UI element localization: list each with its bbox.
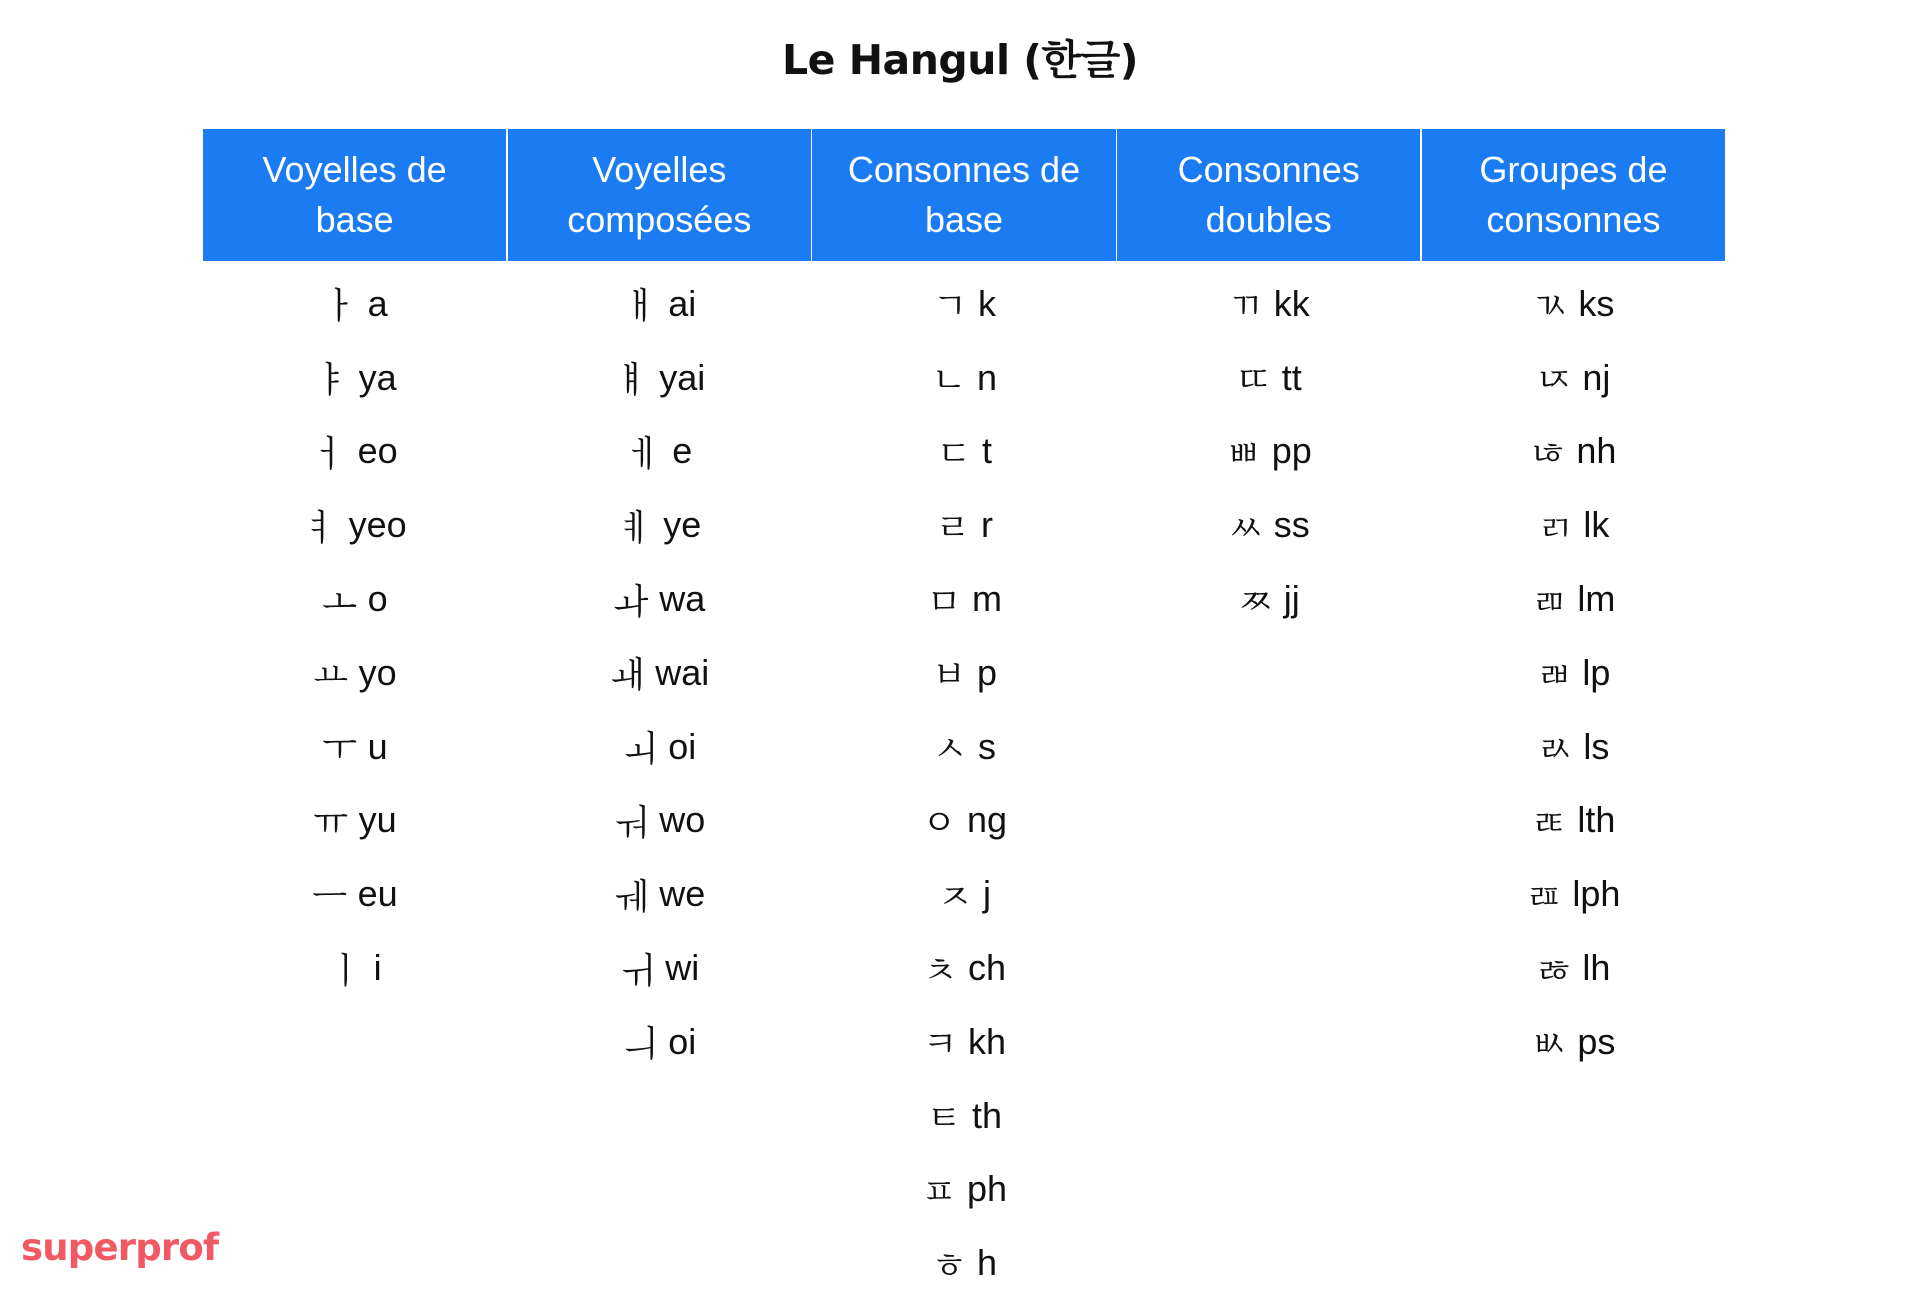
hangul-letter: ㄳ [1533, 286, 1568, 328]
romanization: yu [358, 799, 397, 841]
table-cell [1422, 931, 1725, 1005]
column-consonnes-doubles [1117, 129, 1420, 1300]
hangul-letter: ㄽ [1538, 729, 1573, 771]
hangul-letter: ㅎ [931, 1245, 967, 1287]
table-cell [812, 1005, 1115, 1079]
romanization: o [367, 578, 388, 620]
hangul-letter: ㅡ [312, 876, 347, 918]
table-cell [203, 562, 506, 636]
romanization: ph [966, 1168, 1008, 1210]
table-cell [508, 415, 811, 489]
hangul-letter: ㅕ [303, 507, 338, 549]
table-cell [1117, 341, 1420, 415]
table-cell [812, 1079, 1115, 1153]
hangul-letter: ㅉ [1238, 581, 1274, 623]
table-cell [812, 267, 1115, 341]
romanization: r [981, 504, 993, 546]
column-header: Voyelles composées [508, 129, 811, 261]
romanization: jj [1283, 578, 1300, 620]
table-cell [1117, 415, 1420, 489]
hangul-letter: ㅣ [328, 950, 363, 992]
romanization: wa [659, 578, 706, 620]
table-cell [1422, 710, 1725, 784]
romanization: lph [1572, 873, 1621, 915]
romanization: lk [1583, 504, 1610, 546]
table-cell [812, 415, 1115, 489]
table-cell [1422, 857, 1725, 931]
table-cell [203, 267, 506, 341]
hangul-letter: ㅄ [1532, 1024, 1567, 1066]
romanization: ng [966, 799, 1008, 841]
romanization: kk [1273, 282, 1310, 324]
table-cell [508, 857, 811, 931]
hangul-letter: ㅛ [313, 655, 348, 697]
table-cell [203, 415, 506, 489]
romanization: j [983, 873, 991, 915]
romanization: oi [668, 1020, 697, 1062]
romanization: u [367, 725, 388, 767]
romanization: yeo [348, 504, 407, 546]
romanization: nj [1582, 356, 1611, 398]
romanization: ya [358, 356, 397, 398]
table-cell [812, 636, 1115, 710]
hangul-letter: ㅏ [322, 286, 357, 328]
hangul-letter: ㅋ [922, 1024, 958, 1066]
hangul-letter: ㄱ [932, 286, 968, 328]
table-cell [508, 710, 811, 784]
table-cell [1422, 1005, 1725, 1079]
romanization: nh [1576, 430, 1617, 472]
romanization: m [972, 578, 1002, 620]
table-cell [1422, 415, 1725, 489]
romanization: ks [1578, 282, 1615, 324]
hangul-letter: ㅔ [626, 433, 662, 475]
romanization: we [659, 873, 706, 915]
hangul-letter: ㄵ [1537, 360, 1572, 402]
romanization: tt [1281, 356, 1302, 398]
table-cell [508, 562, 811, 636]
romanization: eo [357, 430, 398, 472]
table-cell [508, 488, 811, 562]
table-cell [1422, 562, 1725, 636]
table-cell [508, 1005, 811, 1079]
column-cells [508, 261, 811, 1079]
table-cell [203, 636, 506, 710]
table-cell [1422, 784, 1725, 858]
table-cell [508, 636, 811, 710]
hangul-letter: ㅞ [613, 876, 649, 918]
table-cell [812, 1226, 1115, 1300]
table-cell [1117, 562, 1420, 636]
hangul-letter: ㅂ [931, 655, 967, 697]
romanization: ss [1273, 504, 1310, 546]
table-cell [812, 931, 1115, 1005]
table-cell [812, 710, 1115, 784]
hangul-letter: ㅠ [313, 802, 348, 844]
romanization: ai [668, 282, 697, 324]
table-cell [1422, 636, 1725, 710]
table-cell [812, 562, 1115, 636]
hangul-letter: ㄿ [1527, 876, 1562, 918]
romanization: a [367, 282, 388, 324]
page-title: Le Hangul (한글) [782, 36, 1138, 84]
hangul-letter: ㅁ [926, 581, 962, 623]
romanization: th [971, 1094, 1003, 1136]
romanization: wai [655, 651, 710, 693]
romanization: ch [967, 947, 1007, 989]
column-cells [1117, 261, 1420, 636]
hangul-letter: ㄲ [1228, 286, 1264, 328]
hangul-letter: ㅀ [1537, 950, 1572, 992]
hangul-letter: ㅗ [322, 581, 357, 623]
table-cell [508, 341, 811, 415]
hangul-letter: ㄸ [1236, 360, 1272, 402]
column-groupes-de-consonnes [1422, 129, 1725, 1300]
column-header: Consonnes de base [812, 129, 1115, 261]
romanization: wo [659, 799, 706, 841]
hangul-letter: ㅆ [1228, 507, 1264, 549]
hangul-letter: ㅓ [312, 433, 347, 475]
hangul-letter: ㅐ [622, 286, 658, 328]
hangul-letter: ㅑ [313, 360, 348, 402]
table-cell [812, 341, 1115, 415]
column-cells [1422, 261, 1725, 1079]
hangul-letter: ㅌ [926, 1098, 962, 1140]
romanization: wi [665, 947, 700, 989]
table-cell [203, 341, 506, 415]
hangul-table [203, 129, 1725, 1300]
romanization: oi [668, 725, 697, 767]
table-cell [203, 710, 506, 784]
table-cell [203, 931, 506, 1005]
table-cell [812, 1153, 1115, 1227]
hangul-letter: ㅇ [921, 802, 957, 844]
hangul-letter: ㅘ [613, 581, 649, 623]
table-cell [508, 931, 811, 1005]
hangul-letter: ㅅ [932, 729, 968, 771]
romanization: k [978, 282, 996, 324]
column-consonnes-de-base [812, 129, 1115, 1300]
column-header: Voyelles de base [203, 129, 506, 261]
table-cell [1422, 488, 1725, 562]
column-voyelles-composees [508, 129, 811, 1300]
romanization: e [672, 430, 693, 472]
romanization: i [373, 947, 382, 989]
hangul-letter: ㄷ [936, 433, 972, 475]
romanization: lm [1577, 578, 1616, 620]
romanization: yai [659, 356, 706, 398]
hangul-letter: ㅟ [619, 950, 655, 992]
romanization: ls [1583, 725, 1610, 767]
hangul-letter: ㅃ [1226, 433, 1262, 475]
romanization: p [976, 651, 998, 693]
table-cell [812, 784, 1115, 858]
hangul-letter: ㅚ [622, 729, 658, 771]
column-cells [812, 261, 1115, 1300]
hangul-letter: ㄻ [1532, 581, 1567, 623]
table-cell [508, 784, 811, 858]
column-header: Groupes de consonnes [1422, 129, 1725, 261]
hangul-letter: ㅝ [613, 802, 649, 844]
hangul-letter: ㅍ [921, 1171, 957, 1213]
hangul-letter: ㅒ [613, 360, 649, 402]
hangul-letter: ㄶ [1531, 433, 1566, 475]
romanization: lth [1577, 799, 1616, 841]
romanization: ye [663, 504, 702, 546]
table-cell [203, 784, 506, 858]
table-cell [1422, 341, 1725, 415]
column-cells [203, 261, 506, 1005]
hangul-letter: ㅊ [922, 950, 958, 992]
table-cell [1117, 267, 1420, 341]
romanization: t [982, 430, 993, 472]
column-voyelles-de-base [203, 129, 506, 1300]
superprof-logo: superprof [21, 1226, 219, 1269]
romanization: s [978, 725, 996, 767]
hangul-letter: ㅖ [617, 507, 653, 549]
hangul-letter: ㄹ [935, 507, 971, 549]
romanization: ps [1577, 1020, 1616, 1062]
hangul-letter: ㅈ [937, 876, 973, 918]
hangul-letter: ㄴ [931, 360, 967, 402]
table-cell [203, 857, 506, 931]
romanization: pp [1271, 430, 1312, 472]
romanization: lp [1582, 651, 1611, 693]
hangul-letter: ㅜ [322, 729, 357, 771]
table-cell [508, 267, 811, 341]
romanization: yo [358, 651, 397, 693]
romanization: eu [357, 873, 398, 915]
romanization: kh [967, 1020, 1007, 1062]
table-cell [203, 488, 506, 562]
table-cell [812, 857, 1115, 931]
hangul-letter: ㅢ [622, 1024, 658, 1066]
table-cell [1422, 267, 1725, 341]
table-cell [812, 488, 1115, 562]
table-cell [1117, 488, 1420, 562]
romanization: h [976, 1242, 998, 1284]
romanization: n [976, 356, 998, 398]
hangul-letter: ㄺ [1538, 507, 1573, 549]
hangul-letter: ㄼ [1537, 655, 1572, 697]
column-header: Consonnes doubles [1117, 129, 1420, 261]
hangul-letter: ㅙ [609, 655, 645, 697]
hangul-letter: ㄾ [1532, 802, 1567, 844]
romanization: lh [1582, 947, 1611, 989]
